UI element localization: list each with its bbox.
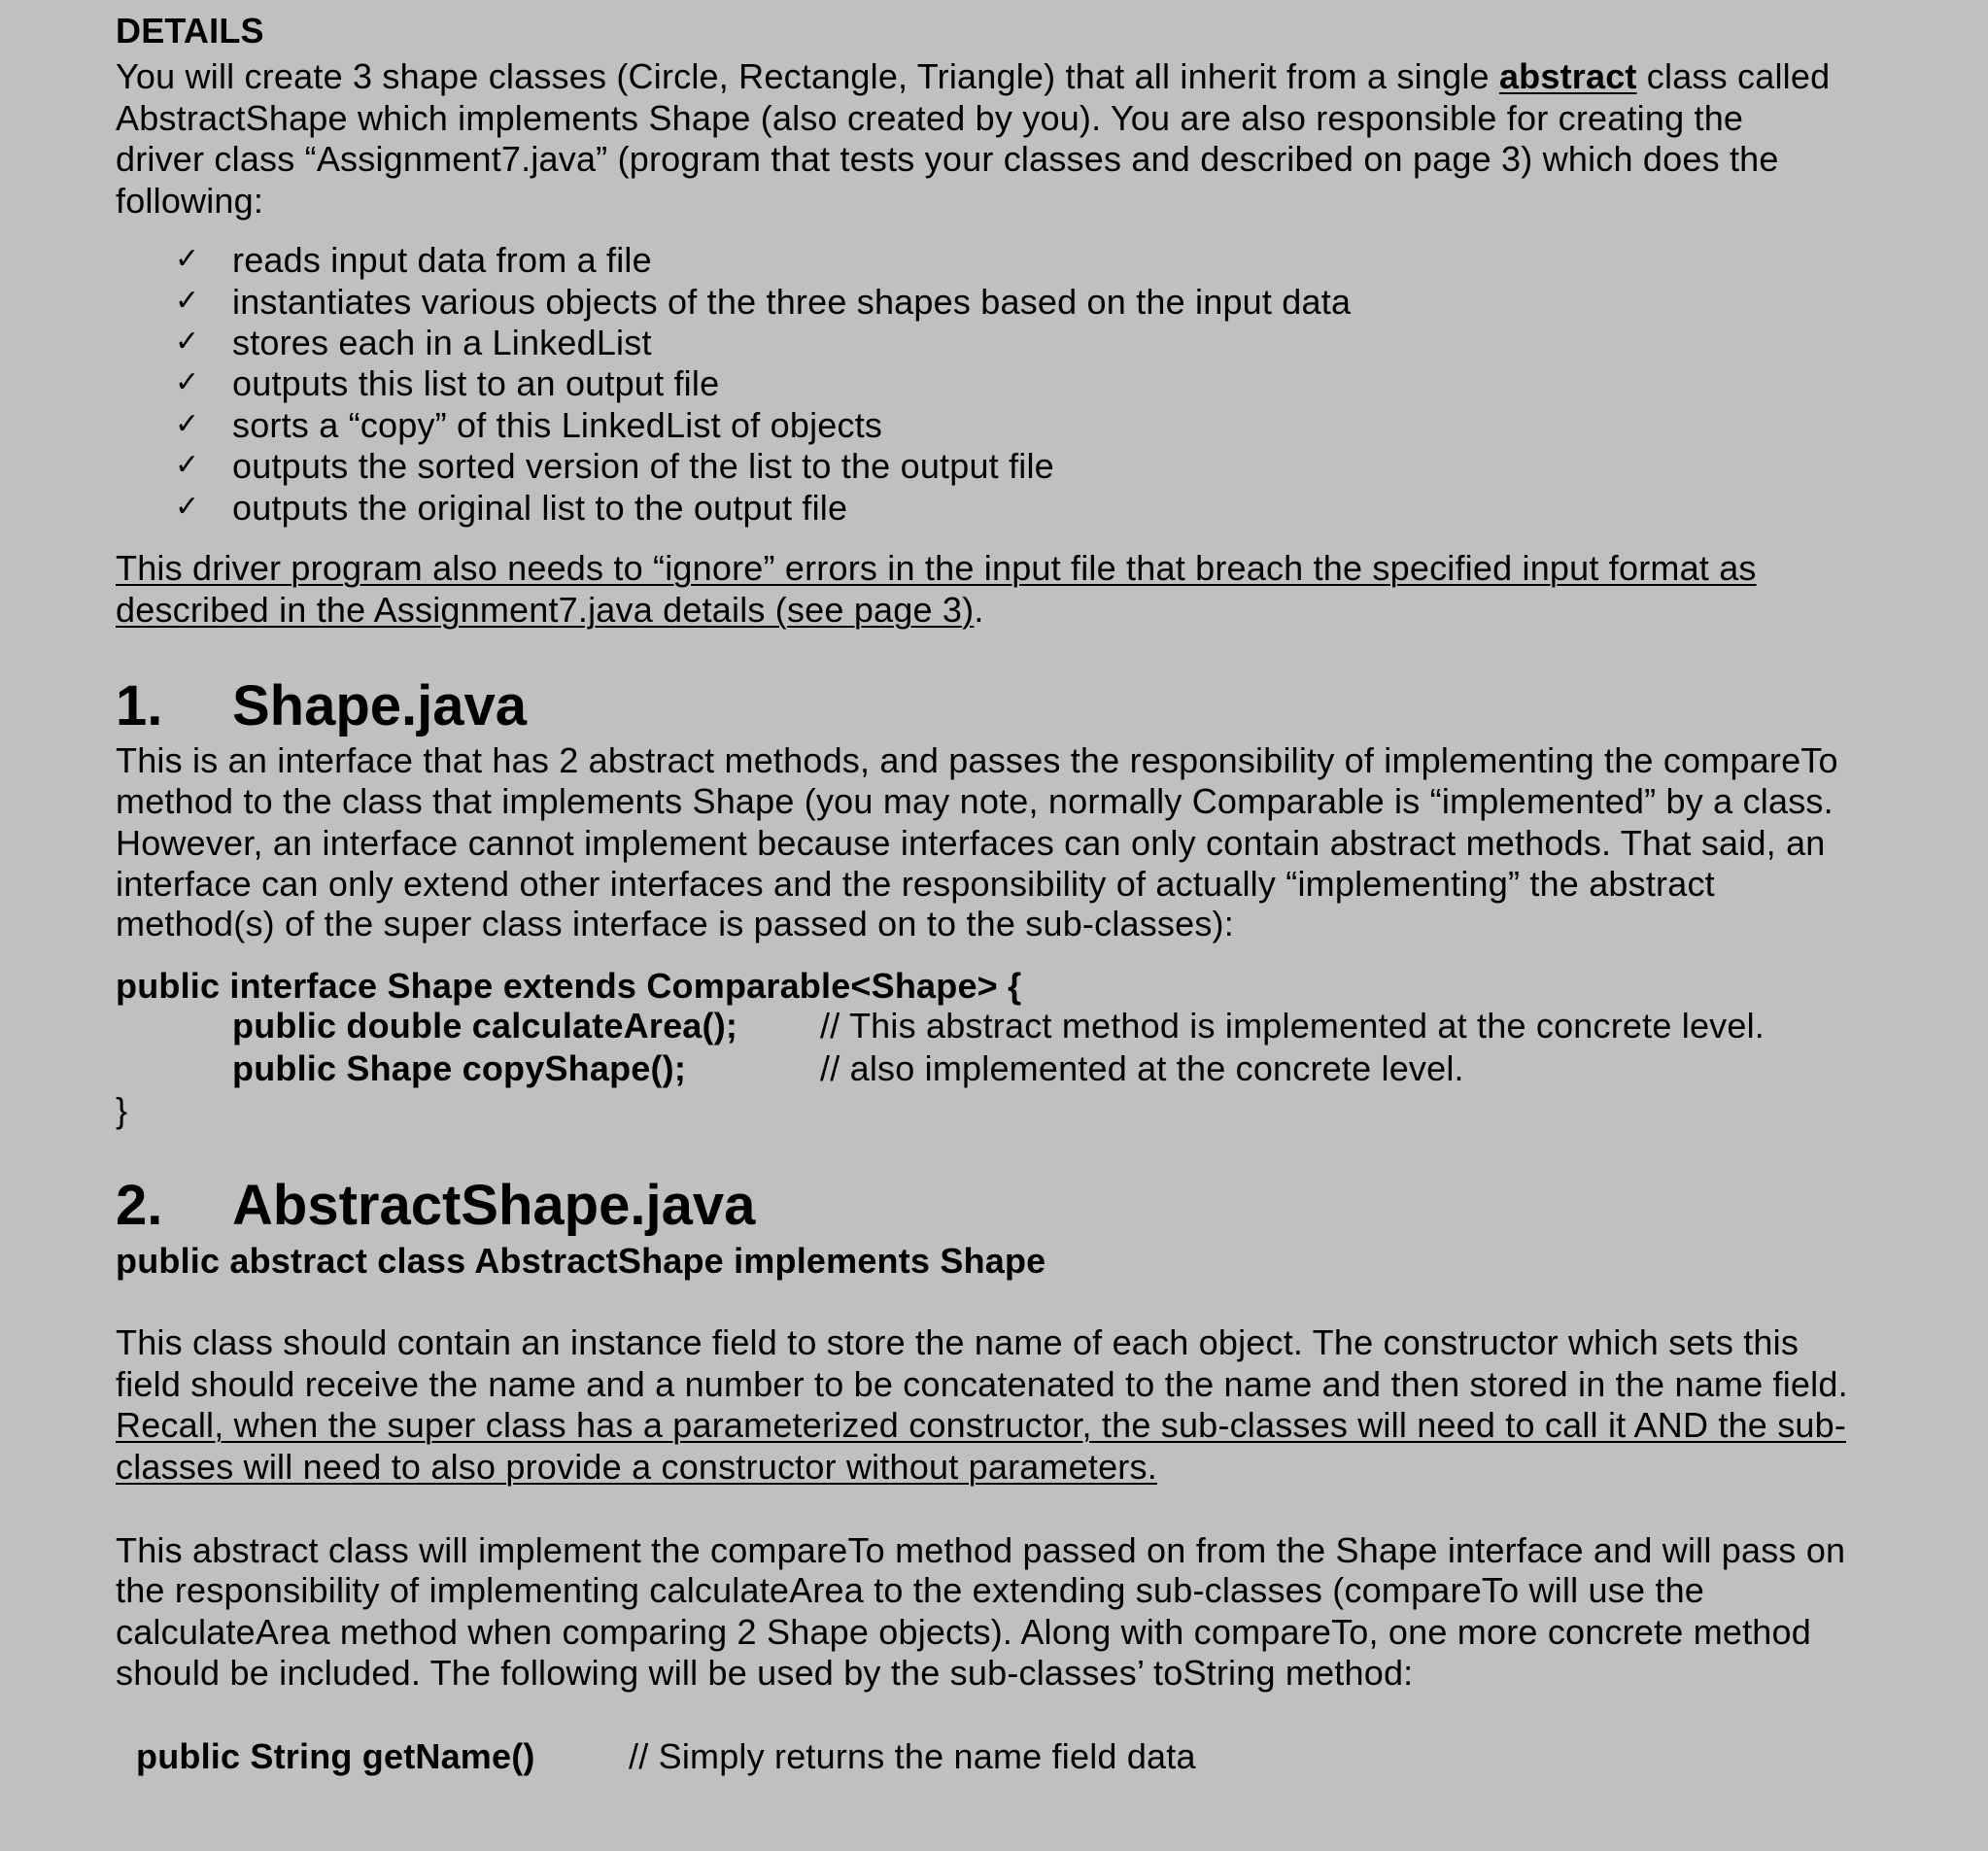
paragraph-line: should be included. The following will be used by the sub-classes’ toString method: [116, 1653, 1414, 1693]
intro-line: following: [116, 181, 264, 221]
list-item: outputs this list to an output file [232, 363, 720, 403]
text: class called [1636, 56, 1831, 96]
code-line [232, 1005, 1765, 1046]
driver-note-line [116, 589, 984, 631]
checkmark-icon: ✓ [175, 408, 200, 440]
code-method: public String getName() [136, 1736, 535, 1776]
intro-line: driver class “Assignment7.java” (program that tests your classes and described on page 3) which does the [116, 139, 1779, 179]
paragraph-line: interface can only extend other interfaces and the responsibility of actually “implementing” the abstract [116, 864, 1715, 904]
code-comment: // Simply returns the name field data [629, 1736, 1196, 1776]
section-number: 1. [116, 674, 163, 737]
text: described in the Assignment7.java details (see page 3) [116, 590, 975, 630]
section-title: AbstractShape.java [232, 1174, 756, 1237]
section-heading-shape [116, 674, 528, 738]
code-declaration: public interface Shape extends Comparable<Shape> { [116, 966, 1022, 1006]
intro-line [116, 55, 1830, 97]
section-title: Shape.java [232, 674, 528, 737]
driver-note-line: This driver program also needs to “ignore” errors in the input file that breach the specified input format as [116, 548, 1757, 588]
paragraph-line: calculateArea method when comparing 2 Shape objects). Along with compareTo, one more concrete method [116, 1612, 1811, 1652]
checkmark-icon: ✓ [175, 491, 200, 523]
code-line [232, 1047, 1464, 1089]
class-signature: public abstract class AbstractShape implements Shape [116, 1241, 1046, 1281]
checkmark-icon: ✓ [175, 366, 200, 398]
list-item: outputs the original list to the output file [232, 488, 848, 528]
paragraph-line: method to the class that implements Shape (you may note, normally Comparable is “implemented” by a class. [116, 781, 1834, 821]
abstract-emphasis: abstract [1498, 56, 1637, 96]
text: You will create 3 shape classes (Circle, Rectangle, Triangle) that all inherit from a single [116, 56, 1499, 96]
paragraph-line: Recall, when the super class has a parameterized constructor, the sub-classes will need to call it AND the sub- [116, 1405, 1847, 1445]
getname-code-line [136, 1735, 1196, 1777]
paragraph-line: the responsibility of implementing calculateArea to the extending sub-classes (compareTo will use the [116, 1570, 1705, 1610]
checkmark-icon: ✓ [175, 285, 200, 317]
paragraph-line: However, an interface cannot implement because interfaces can only contain abstract methods. That said, an [116, 823, 1826, 863]
checkmark-icon: ✓ [175, 243, 200, 275]
paragraph-line: classes will need to also provide a constructor without parameters. [116, 1447, 1157, 1487]
details-heading: DETAILS [116, 11, 264, 51]
code-comment: // This abstract method is implemented at the concrete level. [820, 1006, 1765, 1045]
list-item: reads input data from a file [232, 240, 652, 280]
paragraph-line: This class should contain an instance field to store the name of each object. The constructor which sets this [116, 1322, 1799, 1362]
checkmark-icon: ✓ [175, 449, 200, 481]
paragraph-line: method(s) of the super class interface is passed on to the sub-classes): [116, 904, 1234, 943]
text: . [974, 590, 984, 630]
list-item: stores each in a LinkedList [232, 323, 652, 362]
list-item: sorts a “copy” of this LinkedList of objects [232, 405, 883, 445]
paragraph-line: This abstract class will implement the compareTo method passed on from the Shape interface and will pass on [116, 1530, 1846, 1570]
list-item: instantiates various objects of the three shapes based on the input data [232, 282, 1352, 322]
paragraph-line: This is an interface that has 2 abstract methods, and passes the responsibility of implementing the compareTo [116, 740, 1838, 780]
paragraph-line: field should receive the name and a number to be concatenated to the name and then stored in the name field. [116, 1364, 1848, 1404]
code-close-brace: } [116, 1090, 128, 1130]
checkmark-icon: ✓ [175, 326, 200, 358]
code-method: public double calculateArea(); [232, 1006, 738, 1045]
code-method: public Shape copyShape(); [232, 1048, 687, 1088]
section-heading-abstractshape [116, 1174, 756, 1238]
intro-line: AbstractShape which implements Shape (also created by you). You are also responsible for creating the [116, 98, 1744, 138]
section-number: 2. [116, 1174, 163, 1237]
code-comment: // also implemented at the concrete level. [820, 1048, 1464, 1088]
list-item: outputs the sorted version of the list to the output file [232, 446, 1054, 486]
